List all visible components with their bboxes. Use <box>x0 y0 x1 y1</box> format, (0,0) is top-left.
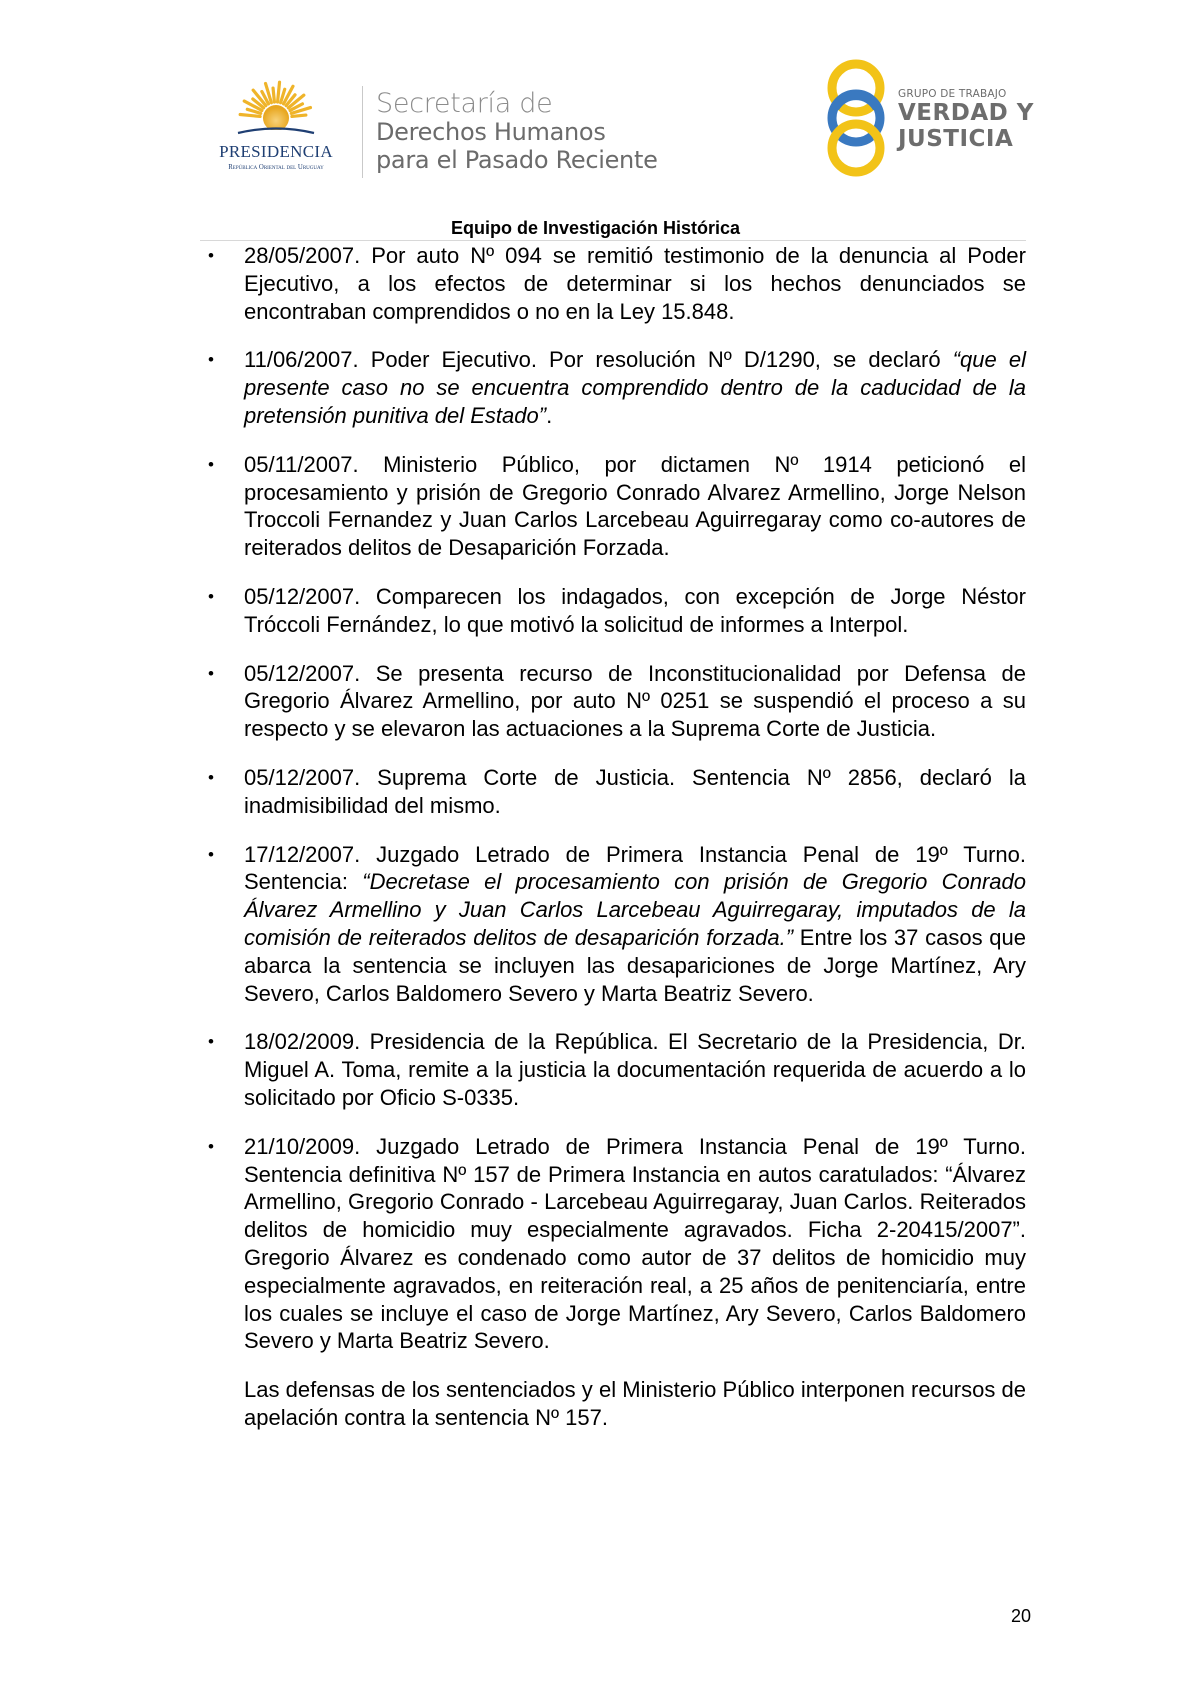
entry-text: 28/05/2007. Por auto Nº 094 se remitió testimonio de la denuncia al Poder Ejecutivo, a los efectos de determinar si los hechos denunciados se encontraban comprendidos o no en la Ley 15.848. <box>244 243 1026 324</box>
entry-text: 05/11/2007. Ministerio Público, por dictamen Nº 1914 peticionó el procesamiento y prisión de Gregorio Conrado Alvarez Armellino, Jorge Nelson Troccoli Fernandez y Juan Carlos Larcebeau Aguirregaray como co-autores de reiterados delitos de Desaparición Forzada. <box>244 451 1026 561</box>
entry-paragraph <box>244 1376 1026 1432</box>
entry-paragraph <box>244 242 1026 325</box>
list-item <box>208 764 1026 820</box>
bullet-icon: • <box>208 663 214 683</box>
linked-rings-icon <box>822 56 890 180</box>
sun-emblem-icon <box>236 80 316 142</box>
grupo-label: GRUPO DE TRABAJO <box>898 88 1007 100</box>
entry-text: Las defensas de los sentenciados y el Ministerio Público interponen recursos de apelación contra la sentencia Nº 157. <box>244 1377 1026 1430</box>
entry-text: 05/12/2007. Comparecen los indagados, con excepción de Jorge Néstor Tróccoli Fernández, lo que motivó la solicitud de informes a Interpol. <box>244 583 1026 637</box>
bullet-icon: • <box>208 1032 214 1052</box>
entry-text: 17/12/2007. Juzgado Letrado de Primera Instancia Penal de 19º Turno. Sentencia: <box>244 841 1026 895</box>
quoted-text: “Decretase el procesamiento con prisión de Gregorio Conrado Álvarez Armellino y Juan Carlos Larcebeau Aguirregaray, imputados de la comisión de reiterados delitos de desaparición forzada.” <box>244 869 1026 950</box>
entry-paragraph <box>244 1028 1026 1111</box>
entry-paragraph <box>244 660 1026 743</box>
verdad-justicia-logo <box>822 56 1032 180</box>
quoted-text: “que el presente caso no se encuentra comprendido dentro de la caducidad de la pretensión punitiva del Estado” <box>244 347 1026 428</box>
list-item <box>208 1028 1026 1111</box>
entry-paragraph <box>244 583 1026 639</box>
verdad-label: VERDAD Y <box>898 100 1034 126</box>
section-title: Equipo de Investigación Histórica <box>450 218 741 238</box>
bullet-icon: • <box>208 844 214 864</box>
bullet-icon: • <box>208 246 214 265</box>
entry-text: 05/12/2007. Suprema Corte de Justicia. Sentencia Nº 2856, declaró la inadmisibilidad del mismo. <box>244 764 1026 818</box>
presidencia-subtitle: República Oriental del Uruguay <box>228 164 324 171</box>
bullet-icon: • <box>208 1136 214 1156</box>
secretaria-line-1: Secretaría de <box>376 88 553 119</box>
bullet-icon: • <box>208 350 214 370</box>
list-item <box>208 841 1026 1008</box>
entry-paragraph <box>244 1133 1026 1355</box>
secretaria-logo-text <box>376 88 658 174</box>
entry-paragraph <box>244 841 1026 1008</box>
entry-text: . <box>546 402 553 428</box>
justicia-label: JUSTICIA <box>898 126 1014 152</box>
list-item <box>208 346 1026 429</box>
bullet-icon: • <box>208 767 214 787</box>
presidencia-logo <box>196 80 356 180</box>
header-divider <box>362 86 363 178</box>
secretaria-line-3: para el Pasado Reciente <box>376 145 658 174</box>
list-item <box>208 242 1026 325</box>
list-item <box>208 451 1026 562</box>
entry-text: 21/10/2009. Juzgado Letrado de Primera Instancia Penal de 19º Turno. Sentencia definitiva Nº 157 de Primera Instancia en autos caratulados: “Álvarez Armellino, Gregorio Conrado - Larcebeau Aguirregaray, Juan Carlos. Reiterados delitos de homicidio muy especialmente agravados. Ficha 2-20415/2007”. Gregorio Álvarez es condenado como autor de 37 delitos de homicidio muy especialmente agravados, en reiteración real, a 25 años de penitenciaría, entre los cuales se incluye el caso de Jorge Martínez, Ary Severo, Carlos Baldomero Severo y Marta Beatriz Severo. <box>244 1133 1026 1354</box>
entry-text: 11/06/2007. Poder Ejecutivo. Por resolución Nº D/1290, se declaró <box>244 347 953 373</box>
list-item <box>208 583 1026 639</box>
presidencia-name: PRESIDENCIA <box>219 142 333 161</box>
entry-paragraph <box>244 346 1026 429</box>
header-rule <box>200 240 1026 241</box>
entry-paragraph <box>244 451 1026 562</box>
bullet-icon: • <box>208 454 214 474</box>
list-item <box>208 660 1026 743</box>
chronology-list <box>208 242 1026 1453</box>
bullet-icon: • <box>208 586 214 606</box>
secretaria-line-2: Derechos Humanos <box>376 118 606 147</box>
page-number: 20 <box>1010 1606 1031 1626</box>
list-item <box>208 1133 1026 1432</box>
entry-paragraph <box>244 764 1026 820</box>
entry-text: 05/12/2007. Se presenta recurso de Inconstitucionalidad por Defensa de Gregorio Álvarez Armellino, por auto Nº 0251 se suspendió el proceso a su respecto y se elevaron las actuaciones a la Suprema Corte de Justicia. <box>244 660 1026 742</box>
entry-text: 18/02/2009. Presidencia de la República. El Secretario de la Presidencia, Dr. Miguel A. Toma, remite a la justicia la documentación requerida de acuerdo a lo solicitado por Oficio S-0335. <box>244 1029 1026 1110</box>
entry-text: Entre los 37 casos que abarca la sentencia se incluyen las desapariciones de Jorge Martínez, Ary Severo, Carlos Baldomero Severo y Marta Beatriz Severo. <box>244 924 1026 1006</box>
